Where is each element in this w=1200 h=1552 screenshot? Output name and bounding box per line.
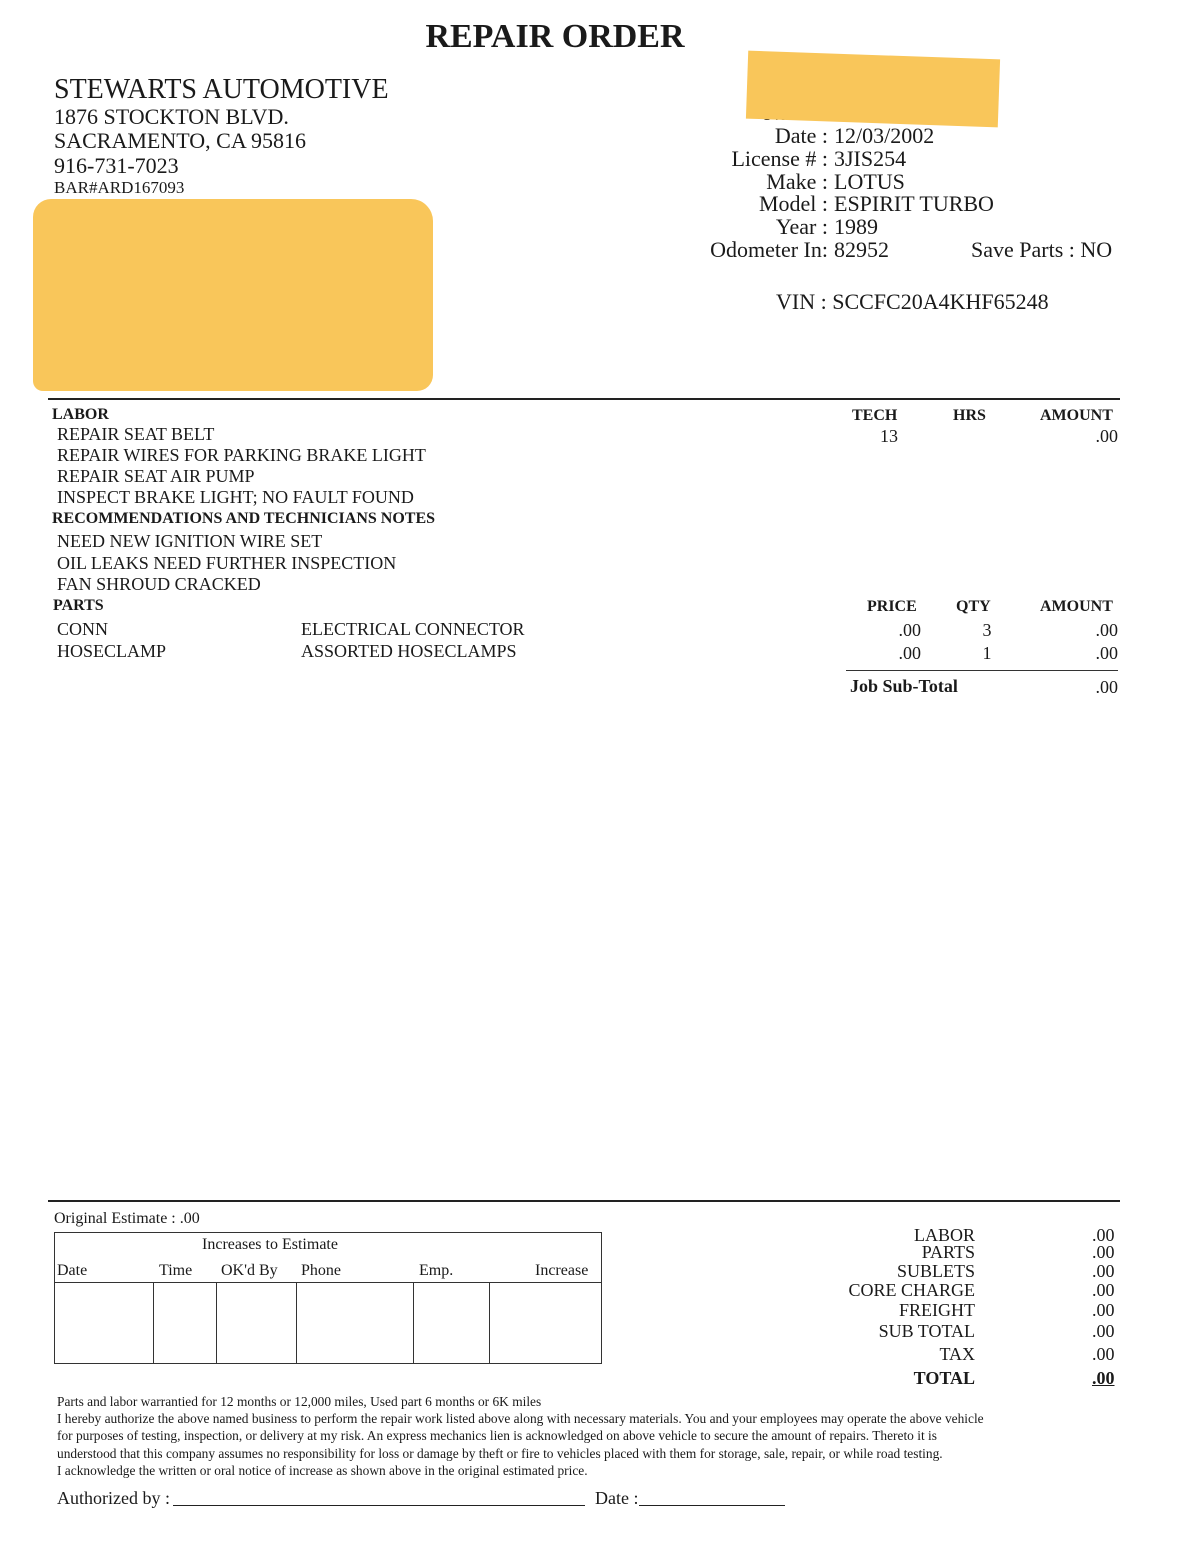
- model-label: Model :: [758, 191, 828, 216]
- labor-col-amount: AMOUNT: [1040, 407, 1113, 424]
- totals-parts-label: PARTS: [921, 1242, 975, 1262]
- vin: VIN : SCCFC20A4KHF65248: [776, 289, 1049, 314]
- parts-heading: PARTS: [53, 597, 104, 614]
- labor-tech-value: 13: [880, 426, 898, 446]
- shop-phone: 916-731-7023: [54, 153, 179, 178]
- shop-address-line2: SACRAMENTO, CA 95816: [54, 128, 307, 153]
- part-amount: .00: [1095, 643, 1118, 663]
- increases-col-okd-by: OK'd By: [221, 1262, 278, 1279]
- authorization-text: I hereby authorize the above named business to perform the repair work listed above along with necessary materials. You and your employees may operate the above vehicle: [57, 1411, 984, 1426]
- labor-col-hrs: HRS: [953, 407, 986, 424]
- recommendation-line: NEED NEW IGNITION WIRE SET: [57, 531, 323, 551]
- year-label: Year :: [775, 214, 828, 239]
- redaction-sticker-address: [33, 199, 433, 391]
- increases-col-time: Time: [159, 1262, 193, 1279]
- odometer-value: 82952: [834, 237, 889, 262]
- shop-bar-number: BAR#ARD167093: [54, 178, 185, 197]
- date-label: Date :: [774, 123, 828, 148]
- part-amount: .00: [1095, 620, 1118, 640]
- authorization-text: for purposes of testing, inspection, or delivery at my risk. An express mechanics lien is acknowledged on above vehicle to secure the amount of repairs. Thereto it is: [57, 1428, 937, 1443]
- redaction-sticker-name: [746, 51, 1000, 128]
- part-description: ASSORTED HOSECLAMPS: [301, 641, 517, 661]
- increases-col-increase: Increase: [535, 1262, 589, 1279]
- totals-labor-value: .00: [1092, 1225, 1115, 1245]
- labor-line: REPAIR SEAT BELT: [57, 424, 215, 444]
- authorized-by-signature-line[interactable]: [173, 1505, 585, 1506]
- part-code: HOSECLAMP: [57, 641, 167, 661]
- recommendation-line: OIL LEAKS NEED FURTHER INSPECTION: [57, 553, 397, 573]
- save-parts: Save Parts : NO: [971, 237, 1113, 262]
- totals-tax-value: .00: [1092, 1344, 1115, 1364]
- part-price: .00: [898, 620, 921, 640]
- make-label: Make :: [766, 169, 828, 194]
- authorization-date-label: Date :: [595, 1488, 639, 1508]
- section-divider-bottom: [48, 1200, 1120, 1202]
- year-value: 1989: [834, 214, 878, 239]
- increases-col-emp: Emp.: [419, 1262, 454, 1279]
- recommendation-line: FAN SHROUD CRACKED: [57, 574, 261, 594]
- section-divider-top: [48, 398, 1120, 400]
- totals-freight-value: .00: [1092, 1300, 1115, 1320]
- odometer-label: Odometer In:: [710, 237, 828, 262]
- subtotal-rule: [846, 670, 1118, 671]
- part-description: ELECTRICAL CONNECTOR: [301, 619, 525, 639]
- date-value: 12/03/2002: [834, 123, 935, 148]
- increases-col-date: Date: [57, 1262, 88, 1279]
- shop-name: STEWARTS AUTOMOTIVE: [54, 74, 389, 105]
- part-qty: 3: [982, 620, 992, 640]
- original-estimate: Original Estimate : .00: [54, 1210, 200, 1227]
- warranty-text: Parts and labor warrantied for 12 months or 12,000 miles, Used part 6 months or 6K miles: [57, 1394, 542, 1409]
- part-qty: 1: [982, 643, 992, 663]
- labor-line: REPAIR SEAT AIR PUMP: [57, 466, 255, 486]
- make-value: LOTUS: [834, 169, 905, 194]
- license-value: 3JIS254: [834, 146, 907, 171]
- authorization-text: I acknowledge the written or oral notice of increase as shown above in the original estimated price.: [57, 1463, 588, 1478]
- labor-amount-value: .00: [1095, 426, 1118, 446]
- totals-subtotal-value: .00: [1092, 1321, 1115, 1341]
- totals-subtotal-label: SUB TOTAL: [878, 1321, 975, 1341]
- page-title: REPAIR ORDER: [425, 18, 685, 55]
- totals-total-label: TOTAL: [913, 1368, 975, 1388]
- labor-line: REPAIR WIRES FOR PARKING BRAKE LIGHT: [57, 445, 426, 465]
- job-subtotal-value: .00: [1095, 677, 1118, 697]
- part-code: CONN: [57, 619, 109, 639]
- authorization-date-line[interactable]: [639, 1505, 785, 1506]
- recommendations-heading: RECOMMENDATIONS AND TECHNICIANS NOTES: [52, 510, 436, 527]
- parts-col-price: PRICE: [867, 598, 917, 615]
- authorized-by-label: Authorized by :: [57, 1488, 170, 1508]
- totals-tax-label: TAX: [939, 1344, 975, 1364]
- labor-line: INSPECT BRAKE LIGHT; NO FAULT FOUND: [57, 487, 414, 507]
- part-price: .00: [898, 643, 921, 663]
- labor-heading: LABOR: [52, 406, 109, 423]
- model-value: ESPIRIT TURBO: [834, 191, 994, 216]
- totals-core-charge-label: CORE CHARGE: [848, 1280, 975, 1300]
- totals-freight-label: FREIGHT: [899, 1300, 975, 1320]
- labor-col-tech: TECH: [852, 407, 898, 424]
- totals-labor-label: LABOR: [913, 1225, 975, 1245]
- authorization-text: understood that this company assumes no responsibility for loss or damage by theft or fire to vehicles placed with them for storage, sale, repair, or while road testing.: [57, 1446, 943, 1461]
- parts-col-qty: QTY: [956, 598, 991, 615]
- increases-col-phone: Phone: [301, 1262, 341, 1279]
- job-subtotal-label: Job Sub-Total: [850, 676, 958, 696]
- totals-core-charge-value: .00: [1092, 1280, 1115, 1300]
- license-label: License # :: [731, 146, 828, 171]
- totals-sublets-label: SUBLETS: [896, 1261, 975, 1281]
- parts-col-amount: AMOUNT: [1040, 598, 1113, 615]
- shop-address-line1: 1876 STOCKTON BLVD.: [54, 104, 289, 129]
- totals-sublets-value: .00: [1092, 1261, 1115, 1281]
- increases-table-caption: Increases to Estimate: [202, 1236, 338, 1253]
- totals-parts-value: .00: [1092, 1242, 1115, 1262]
- totals-total-value: .00: [1092, 1368, 1115, 1388]
